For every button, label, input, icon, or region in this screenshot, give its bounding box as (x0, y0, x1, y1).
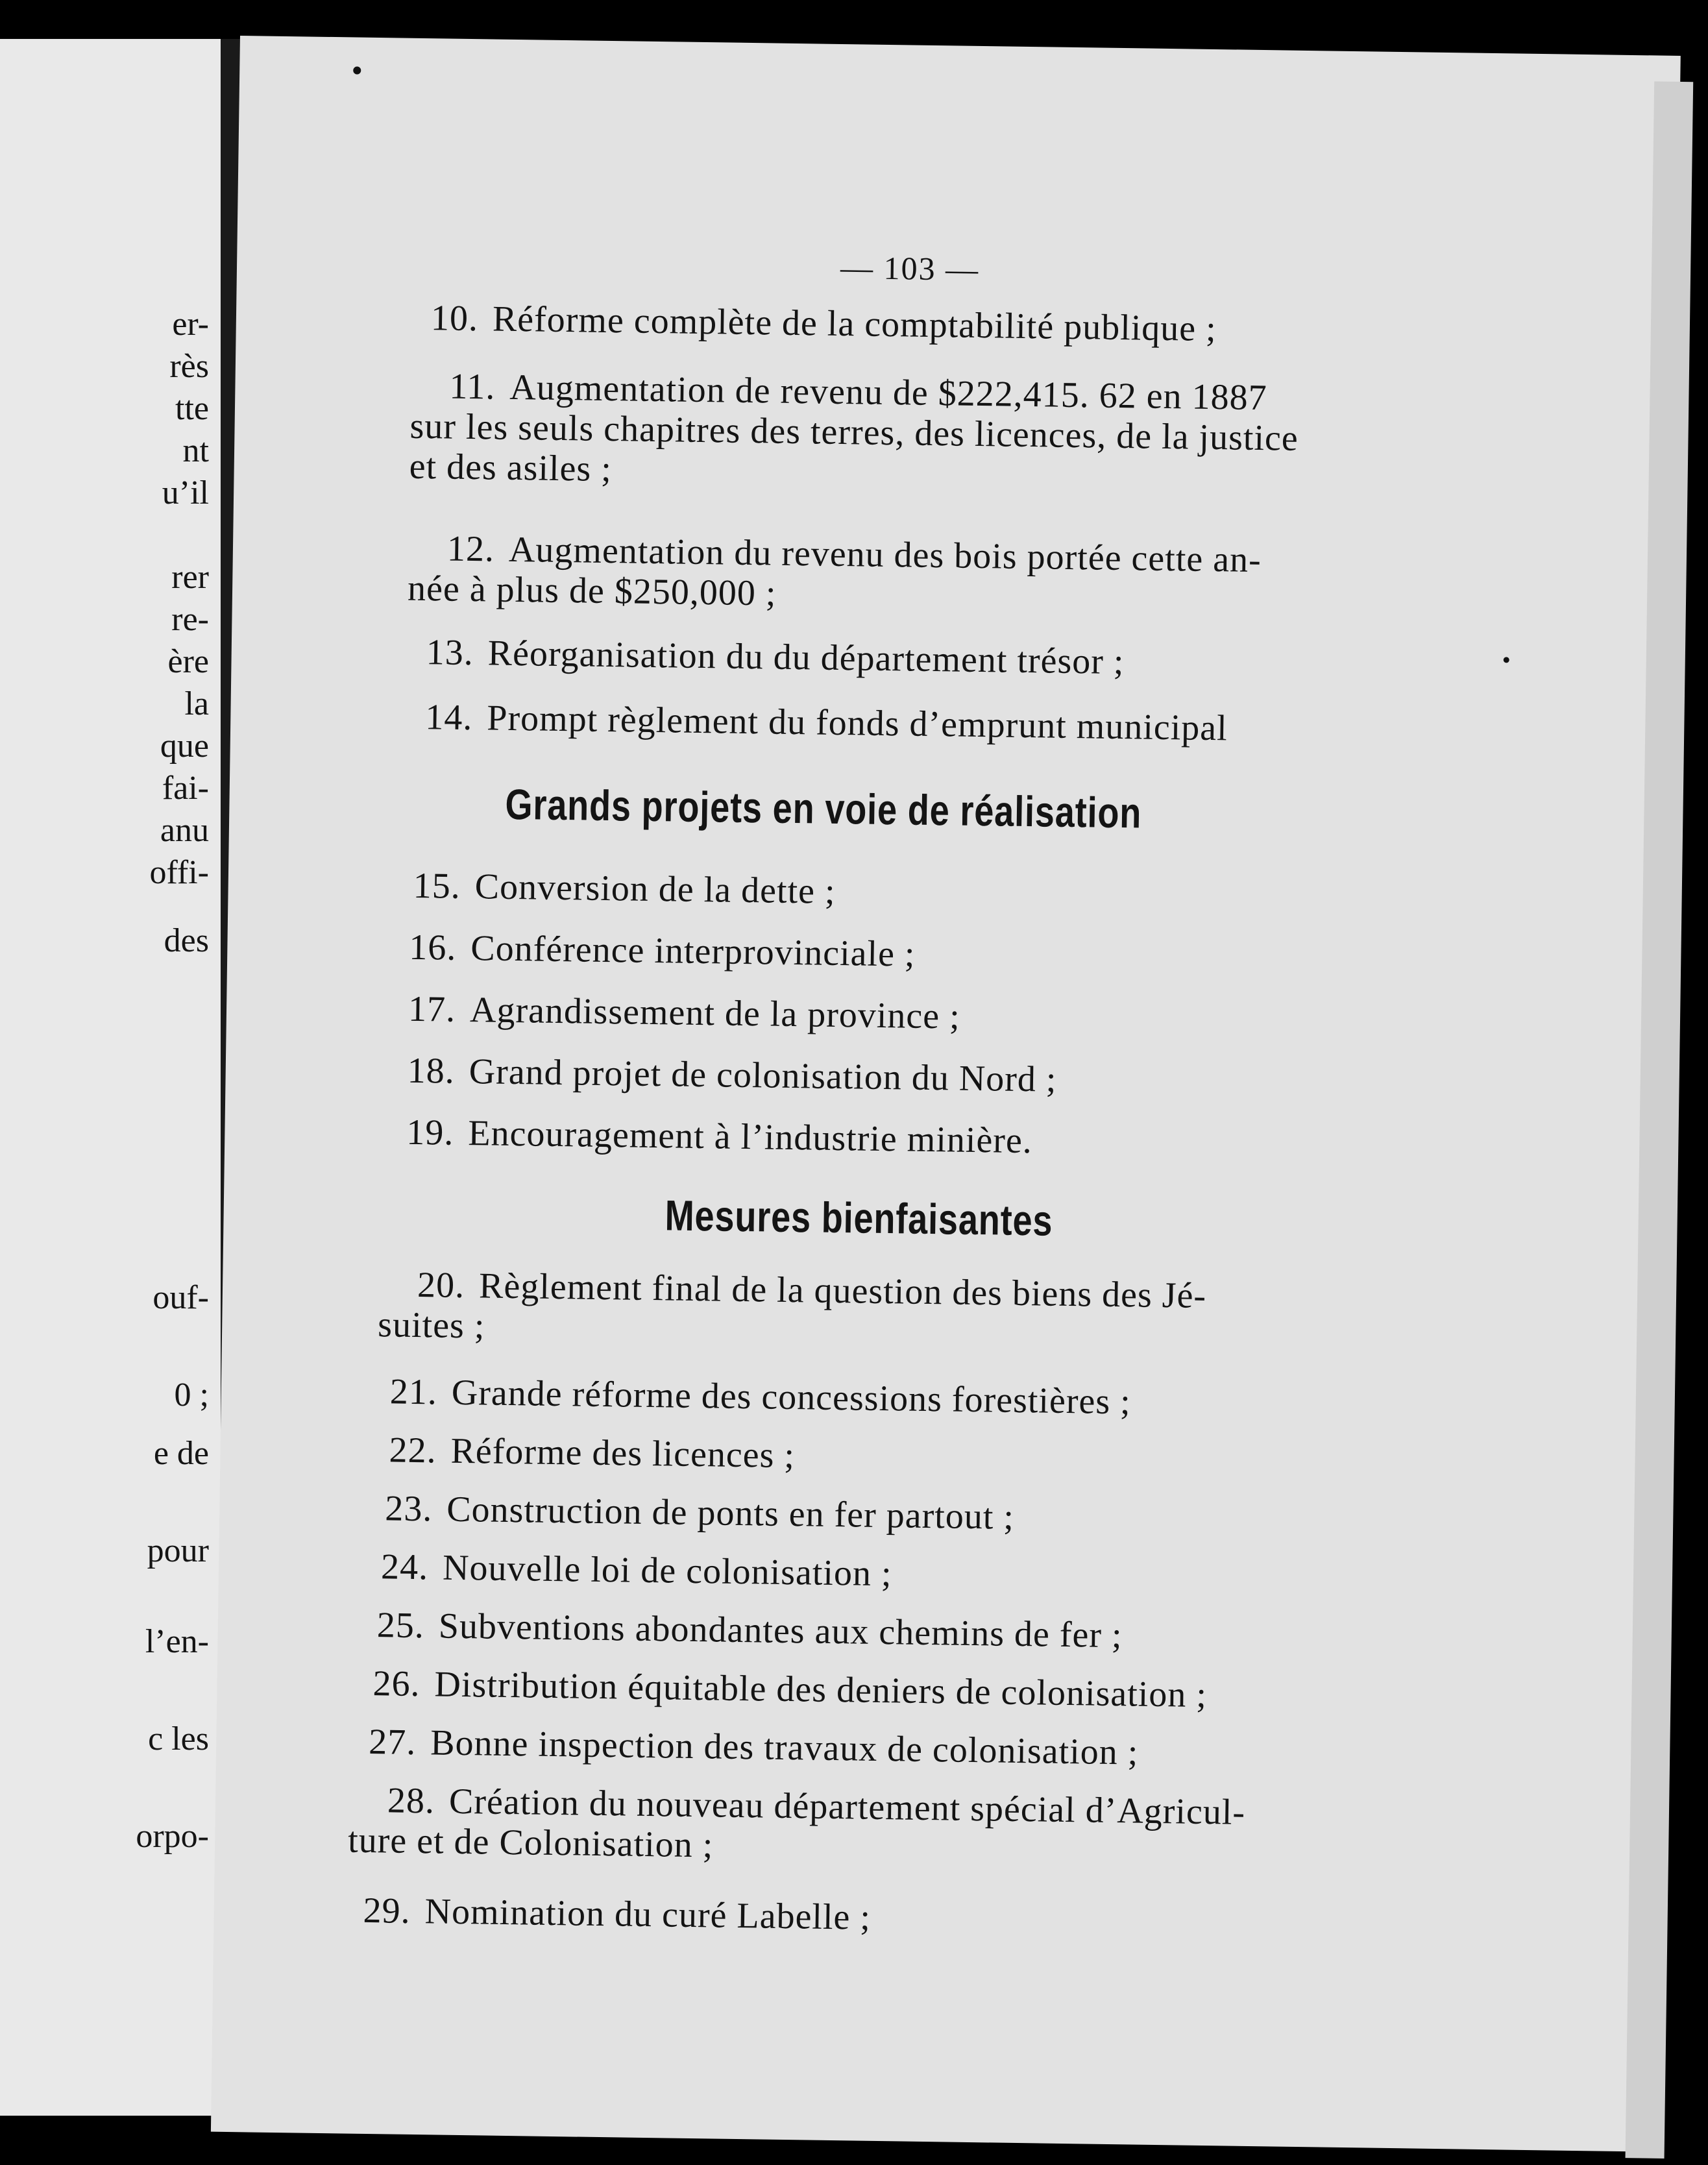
list-item-14 (425, 697, 1228, 748)
section-heading-projects: Grands projets en voie de réalisation (504, 779, 1142, 837)
list-item-25 (376, 1605, 1123, 1656)
left-page-text: ouf- (152, 1279, 209, 1316)
item-number: 21. (389, 1371, 438, 1413)
left-page-text: anu (160, 812, 209, 849)
item-number: 16. (408, 927, 457, 968)
item-number: 11. (449, 366, 496, 408)
item-text-continued: sur les seuls chapitres des terres, des licences, de la justice (409, 406, 1299, 459)
item-text: Réorganisation du du département trésor ; (487, 633, 1125, 683)
item-text: Augmentation de revenu de $222,415. 62 en 1887 (509, 367, 1268, 419)
item-number: 26. (372, 1663, 421, 1705)
item-text: Grande réforme des concessions forestières ; (451, 1372, 1132, 1423)
item-number: 10. (430, 298, 479, 339)
item-number: 13. (426, 632, 474, 674)
section-heading-measures: Mesures bienfaisantes (665, 1191, 1053, 1245)
page-edge (1626, 81, 1694, 2159)
item-text: Règlement final de la question des biens des Jé- (478, 1266, 1207, 1316)
item-text: Prompt règlement du fonds d’emprunt municipal (486, 698, 1228, 749)
item-text: Distribution équitable des deniers de colonisation ; (434, 1664, 1208, 1716)
item-number: 17. (408, 988, 456, 1030)
list-item-17 (408, 989, 960, 1037)
left-page-text: 0 ; (174, 1376, 209, 1413)
list-item-13 (426, 632, 1125, 682)
item-text: Réforme complète de la comptabilité publique ; (492, 299, 1217, 350)
left-page-text: l’en- (145, 1623, 209, 1660)
item-number: 25. (376, 1605, 425, 1646)
item-number: 23. (384, 1488, 433, 1530)
left-page-text: rès (169, 348, 209, 385)
list-item-18 (407, 1051, 1057, 1100)
list-item-16 (409, 927, 916, 975)
list-item-22 (389, 1430, 795, 1476)
list-item-29 (363, 1890, 871, 1938)
item-text-continued: ture et de Colonisation ; (347, 1820, 714, 1866)
list-item-19 (406, 1112, 1032, 1161)
left-page-text: tte (175, 390, 209, 427)
right-page (211, 36, 1681, 2152)
item-number: 22. (389, 1430, 437, 1471)
item-number: 20. (417, 1265, 465, 1306)
left-page-text: la (184, 685, 209, 722)
item-text-continued: suites ; (377, 1304, 485, 1347)
item-number: 12. (446, 528, 495, 570)
item-text: Augmentation du revenu des bois portée cette an- (508, 529, 1262, 581)
item-text: Nouvelle loi de colonisation ; (442, 1547, 892, 1595)
left-page-text: c les (148, 1720, 209, 1757)
item-text: Construction de ponts en fer partout ; (446, 1489, 1015, 1537)
list-item-24 (381, 1547, 892, 1594)
left-page-text: des (164, 922, 209, 959)
left-page-text: nt (182, 432, 209, 469)
list-item-21 (389, 1371, 1131, 1422)
item-number: 15. (413, 865, 461, 907)
item-text: Grand projet de colonisation du Nord ; (469, 1051, 1057, 1100)
left-page-text: pour (147, 1532, 209, 1569)
left-page-text: orpo- (136, 1818, 209, 1855)
item-text: Conversion de la dette ; (474, 866, 836, 912)
item-number: 24. (380, 1547, 429, 1588)
left-page-text: fai- (162, 770, 209, 807)
item-text: Subventions abondantes aux chemins de fer ; (438, 1606, 1123, 1656)
item-text: Agrandissement de la province ; (469, 990, 961, 1037)
item-number: 14. (424, 697, 473, 739)
left-page-text: er- (172, 306, 209, 343)
item-text-continued: née à plus de $250,000 ; (407, 568, 777, 614)
list-item-15 (413, 866, 836, 912)
left-page-fragment (0, 39, 221, 2116)
left-page-text: offi- (149, 854, 209, 891)
list-item-28 (347, 1780, 1246, 1872)
item-number: 28. (387, 1780, 435, 1822)
item-number: 29. (363, 1890, 411, 1931)
item-text-continued: et des asiles ; (409, 446, 613, 490)
item-text: Encouragement à l’industrie minière. (467, 1113, 1033, 1162)
list-item-26 (372, 1663, 1207, 1715)
list-item-27 (369, 1722, 1139, 1773)
list-item-12 (407, 528, 1262, 621)
list-item-10 (431, 298, 1217, 349)
ink-speck (353, 66, 361, 74)
item-number: 19. (406, 1112, 454, 1153)
left-page-text: que (160, 728, 209, 764)
list-item-23 (385, 1488, 1014, 1537)
left-page-text: rer (171, 559, 209, 596)
ink-speck (1504, 657, 1509, 663)
item-text: Réforme des licences ; (450, 1430, 796, 1476)
item-text: Bonne inspection des travaux de colonisation ; (430, 1722, 1139, 1773)
item-number: 18. (407, 1050, 456, 1092)
left-page-text: ère (167, 643, 209, 680)
item-number: 27. (368, 1722, 417, 1763)
left-page-text: u’il (162, 474, 209, 511)
left-page-text: re- (171, 601, 209, 638)
list-item-20 (377, 1265, 1207, 1356)
item-text: Conférence interprovinciale ; (470, 928, 916, 975)
page-number: — 103 — (840, 249, 980, 287)
item-text: Nomination du curé Labelle ; (424, 1891, 872, 1938)
item-text: Création du nouveau département spécial d’Agricul- (448, 1781, 1246, 1833)
list-item-11 (409, 366, 1299, 499)
left-page-text: e de (153, 1435, 209, 1472)
